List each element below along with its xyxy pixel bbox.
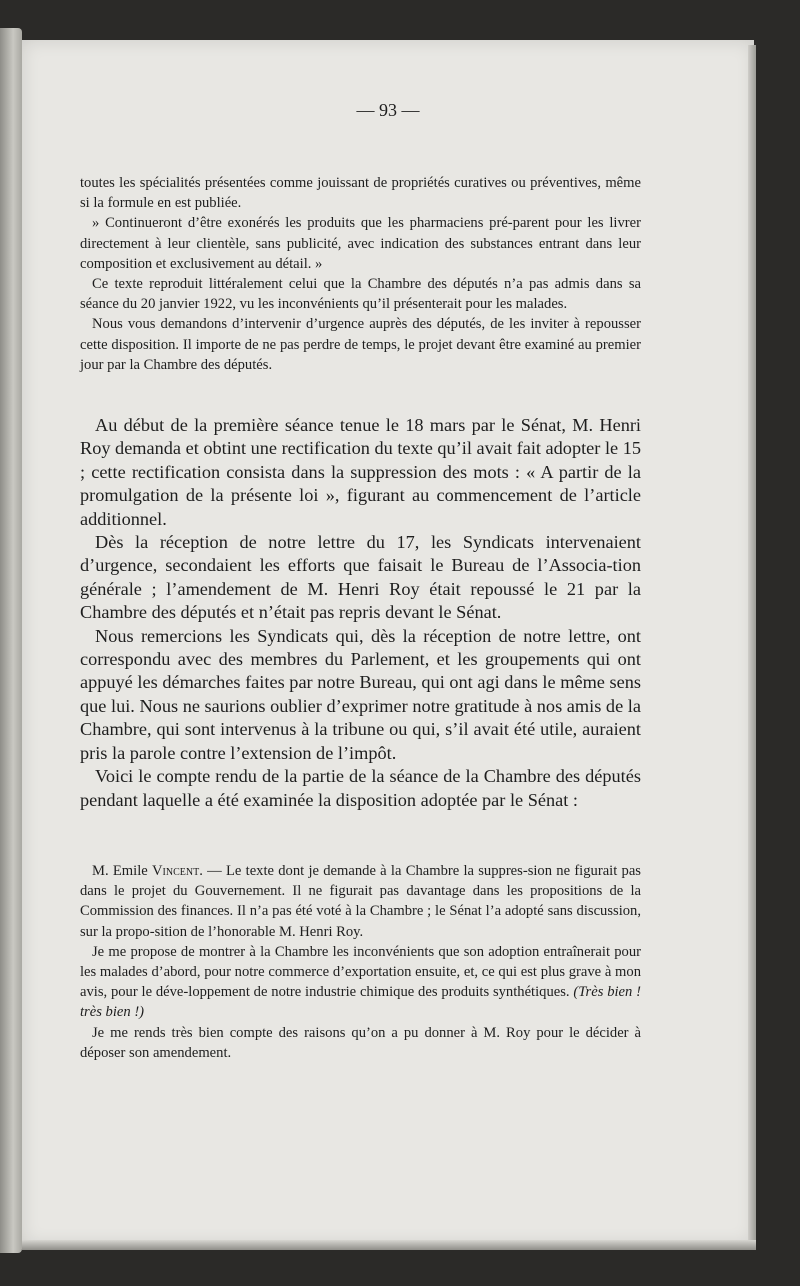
speaker-name: Vincent.: [152, 863, 203, 879]
facing-page-edge: [0, 28, 22, 1253]
main-paragraph-4: Voici le compte rendu de la partie de la séance de la Chambre des députés pendant laquelle a été examinée la disposition adoptée par le Sénat :: [80, 766, 641, 810]
quote-paragraph-2: » Continueront d’être exonérés les produits que les pharmaciens pré-parent pour les livrer directement à leur clientèle, sans publicité, avec indication des substances entrant dans leur composition et exclusivement au détail. »: [80, 215, 641, 272]
debate-paragraph-1-text: — Le texte dont je demande à la Chambre la suppres-sion ne figurait pas dans le projet du Gouvernement. Il ne figurait pas davantage dans les propositions de la Commission des finances. Il n’a pas été voté à la Chambre ; le Sénat l’a adopté sans discussion, sur la propo-sition de l’honorable M. Henri Roy.: [80, 863, 641, 940]
debate-paragraph-2-text: Je me propose de montrer à la Chambre les inconvénients que son adoption entraînerait pour les malades d’abord, pour notre commerce d’exportation ensuite, et, ce qui est plus grave à mon avis, pour le déve-loppement de notre industrie chimique des produits synthétiques.: [80, 943, 641, 1001]
debate-paragraph-2: [80, 942, 641, 1023]
quoted-letter-block: [80, 173, 641, 375]
debate-paragraph-3: Je me rends très bien compte des raisons qu’on a pu donner à M. Roy pour le décider à déposer son amendement.: [80, 1024, 641, 1061]
quote-paragraph-1: toutes les spécialités présentées comme jouissant de propriétés curatives ou préventives, même si la formule en est publiée.: [80, 175, 641, 212]
debate-paragraph-1: [80, 861, 641, 942]
main-paragraph-2: Dès la réception de notre lettre du 17, les Syndicats intervenaient d’urgence, secondaient les efforts que faisait le Bureau de l’Associa-tion générale ; l’amendement de M. Henri Roy était repoussé le 21 par la Chambre des députés et n’était pas repris devant le Sénat.: [80, 532, 641, 623]
main-paragraph-3: Nous remercions les Syndicats qui, dès la réception de notre lettre, ont correspondu avec des membres du Parlement, et les groupements qui ont appuyé les démarches faites par notre Bureau, qui ont agi dans le même sens que lui. Nous ne saurions oublier d’exprimer notre gratitude à nos amis de la Chambre, qui sont intervenus à la tribune ou qui, s’il avait été utile, auraient pris la parole contre l’extension de l’impôt.: [80, 625, 641, 763]
speaker-prefix: M. Emile: [92, 863, 148, 879]
applause-aside: (Très bien ! très bien !): [80, 984, 641, 1021]
quote-paragraph-3: Ce texte reproduit littéralement celui que la Chambre des députés n’a pas admis dans sa séance du 20 janvier 1922, vu les inconvénients qu’il présenterait pour les malades.: [80, 276, 641, 313]
main-text-block: [80, 414, 641, 812]
debate-transcript-block: [80, 861, 641, 1063]
quote-paragraph-4: Nous vous demandons d’intervenir d’urgence auprès des députés, de les inviter à repousser cette disposition. Il importe de ne pas perdre de temps, le projet devant être examiné au premier jour par la Chambre des députés.: [80, 316, 641, 373]
page-bottom-edge: [22, 1240, 756, 1250]
page-right-edge: [748, 45, 756, 1245]
main-paragraph-1: Au début de la première séance tenue le 18 mars par le Sénat, M. Henri Roy demanda et obtint une rectification du texte qu’il avait fait adopter le 15 ; cette rectification consista dans la suppression des mots : « A partir de la promulgation de la présente loi », figurant au commencement de l’article additionnel.: [80, 415, 641, 529]
page-number: — 93 —: [356, 100, 420, 120]
